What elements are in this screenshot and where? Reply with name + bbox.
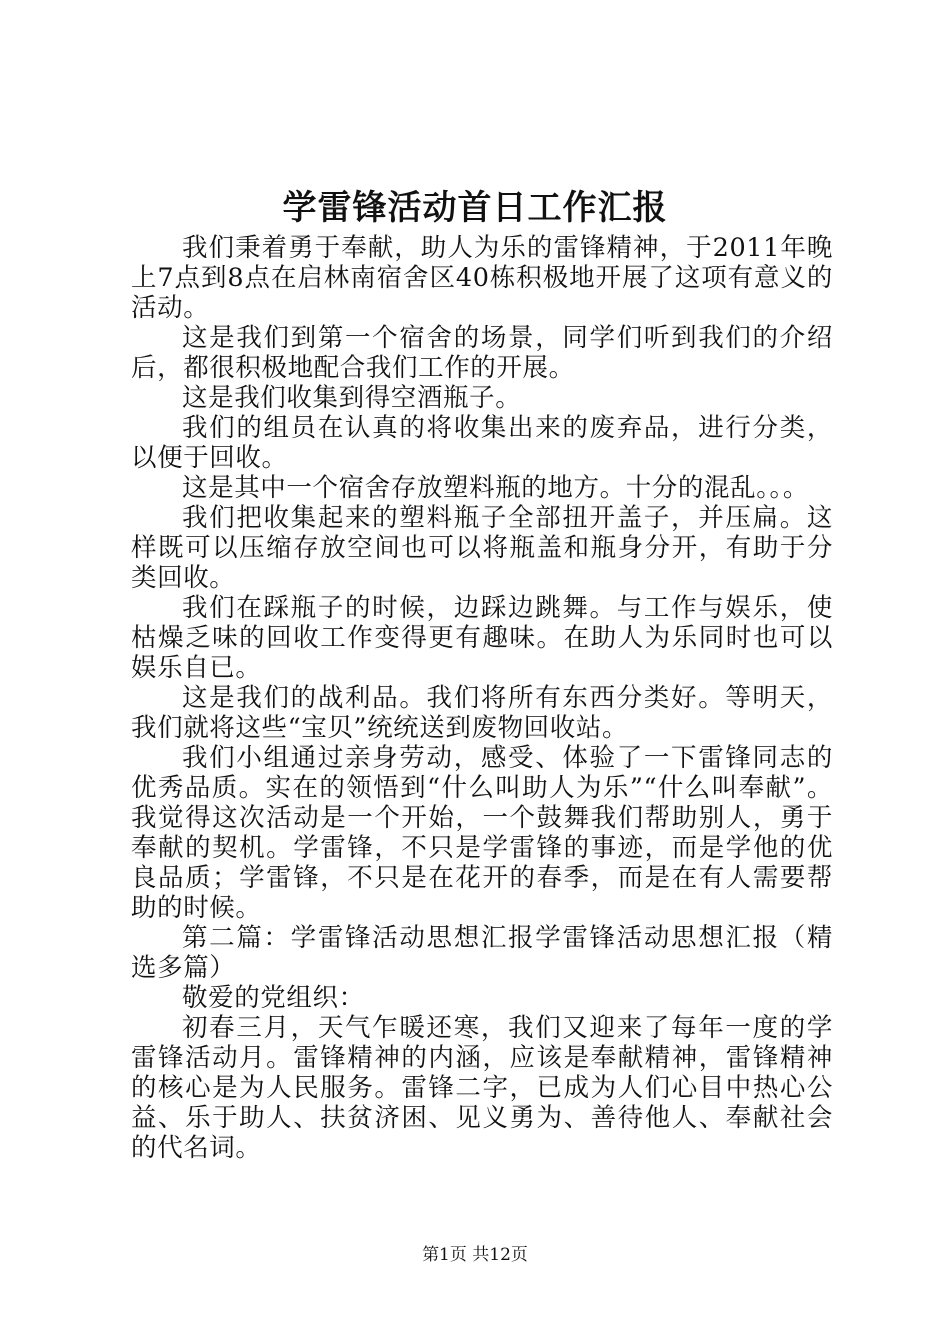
- paragraph: 这是我们收集到得空酒瓶子。: [182, 383, 522, 413]
- paragraph: 我们小组通过亲身劳动，感受、体验了一下雷锋同志的优秀品质。实在的领悟到“什么叫助人为乐”“什么叫奉献”。我觉得这次活动是一个开始，一个鼓舞我们帮助别人，勇于奉献的契机。学雷锋，不只是学雷锋的事迹，而是学他的优良品质；学雷锋，不只是在花开的春季，而是在有人需要帮助的时候。: [131, 743, 833, 923]
- paragraph: 我们的组员在认真的将收集出来的废弃品，进行分类，以便于回收。: [131, 413, 833, 473]
- document-title: 学雷锋活动首日工作汇报: [282, 188, 668, 228]
- paragraph: 我们把收集起来的塑料瓶子全部扭开盖子，并压扁。这样既可以压缩存放空间也可以将瓶盖和瓶身分开，有助于分类回收。: [131, 503, 833, 593]
- paragraph: 这是其中一个宿舍存放塑料瓶的地方。十分的混乱。。。: [182, 473, 810, 503]
- salutation: 敬爱的党组织：: [182, 983, 365, 1013]
- section-heading: 第二篇：学雷锋活动思想汇报学雷锋活动思想汇报（精选多篇）: [131, 923, 833, 983]
- document-body: [131, 233, 833, 1163]
- paragraph: 我们在踩瓶子的时候，边踩边跳舞。与工作与娱乐，使枯燥乏味的回收工作变得更有趣味。在助人为乐同时也可以娱乐自已。: [131, 593, 833, 683]
- paragraph: 这是我们到第一个宿舍的场景，同学们听到我们的介绍后，都很积极地配合我们工作的开展。: [131, 323, 833, 383]
- paragraph: 我们秉着勇于奉献，助人为乐的雷锋精神，于2011年晚上7点到8点在启林南宿舍区40栋积极地开展了这项有意义的活动。: [131, 233, 833, 323]
- page-footer: 第1页 共12页: [422, 1245, 528, 1265]
- paragraph: 初春三月，天气乍暖还寒，我们又迎来了每年一度的学雷锋活动月。雷锋精神的内涵，应该是奉献精神，雷锋精神的核心是为人民服务。雷锋二字，已成为人们心目中热心公益、乐于助人、扶贫济困、见义勇为、善待他人、奉献社会的代名词。: [131, 1013, 833, 1163]
- paragraph: 这是我们的战利品。我们将所有东西分类好。等明天，我们就将这些“宝贝”统统送到废物回收站。: [131, 683, 833, 743]
